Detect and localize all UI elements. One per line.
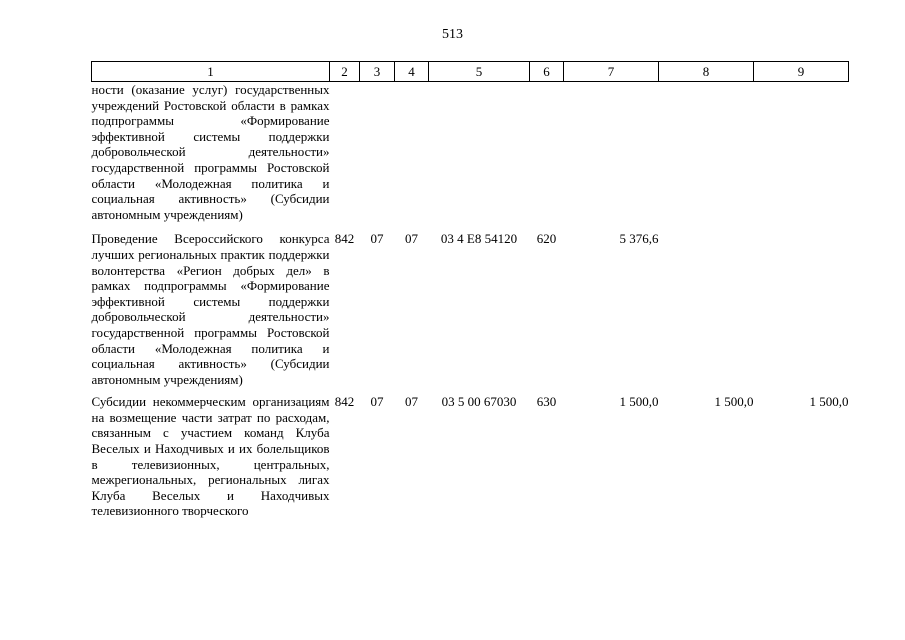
cell-subsection: 07 (405, 394, 418, 410)
cell-amount-year-3 (754, 82, 849, 229)
table-header-row (92, 62, 849, 82)
cell-amount-year-3 (754, 228, 849, 391)
table-row (92, 391, 849, 523)
cell-target-article (429, 82, 530, 229)
row-description: Субсидии некоммерческим организациям на возмещение части затрат по расходам, связанным с участием команд Клуба Веселых и Находчивых и их болельщиков в телевизионных, центральных, межрегиональных, региональных лигах Клуба Веселых и Находчивых телевизионного творческого (91, 394, 330, 519)
budget-table (91, 61, 849, 523)
cell-subsection: 07 (405, 231, 418, 247)
cell-amount-year-2 (659, 228, 754, 391)
cell-amount-year-2 (659, 82, 754, 229)
cell-amount-year-2: 1 500,0 (714, 394, 754, 410)
column-header-9: 9 (754, 62, 849, 82)
column-header-4: 4 (395, 62, 429, 82)
table-row (92, 228, 849, 391)
cell-amount-year-1 (564, 82, 659, 229)
cell-amount-year-1: 1 500,0 (619, 394, 659, 410)
cell-expense-type (530, 82, 564, 229)
column-header-3: 3 (360, 62, 395, 82)
column-header-5: 5 (429, 62, 530, 82)
cell-expense-type: 620 (536, 231, 557, 247)
cell-target-article: 03 4 E8 54120 (440, 231, 518, 247)
row-description: Проведение Всероссийского конкурса лучших региональных практик поддержки волонтерства «Регион добрых дел» в рамках подпрограммы «Формирование эффективной системы поддержки добровольческой деятельности» государственной программы Ростовской области «Молодежная политика и социальная активность» (Субсидии автономным учреждениям) (91, 231, 330, 387)
column-header-7: 7 (564, 62, 659, 82)
table-row (92, 82, 849, 229)
column-header-8: 8 (659, 62, 754, 82)
cell-ministry-code: 842 (334, 231, 355, 247)
cell-subsection (395, 82, 429, 229)
cell-amount-year-1: 5 376,6 (619, 231, 659, 247)
cell-ministry-code: 842 (334, 394, 355, 410)
cell-expense-type: 630 (536, 394, 557, 410)
cell-ministry-code (330, 82, 360, 229)
cell-section: 07 (370, 231, 384, 247)
column-header-1: 1 (92, 62, 330, 82)
column-header-6: 6 (530, 62, 564, 82)
column-header-2: 2 (330, 62, 360, 82)
page-number: 513 (442, 27, 463, 42)
cell-section: 07 (370, 394, 384, 410)
cell-section (360, 82, 395, 229)
row-description: ности (оказание услуг) государственных учреждений Ростовской области в рамках подпрограммы «Формирование эффективной системы поддержки добровольческой деятельности» государственной программы Ростовской области «Молодежная политика и социальная активность» (Субсидии автономным учреждениям) (91, 82, 330, 222)
cell-target-article: 03 5 00 67030 (441, 394, 517, 410)
cell-amount-year-3: 1 500,0 (809, 394, 849, 410)
